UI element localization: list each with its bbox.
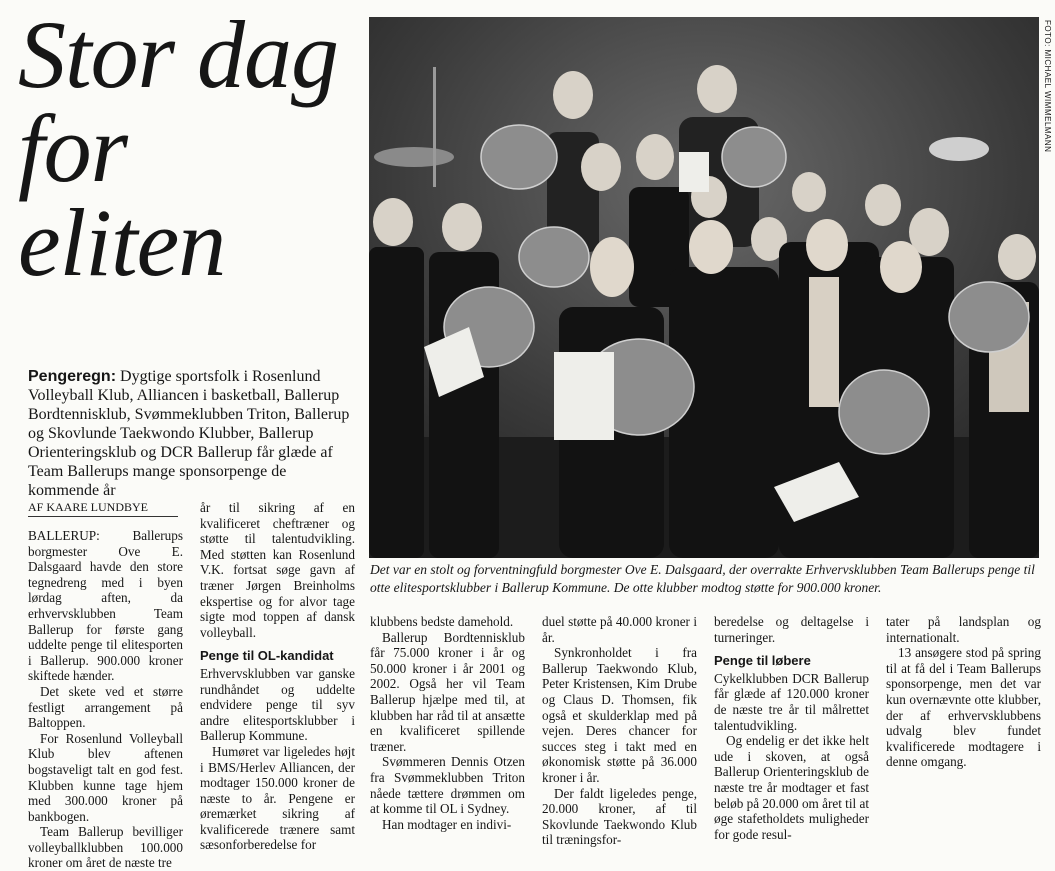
paragraph: tater på landsplan og internationalt.: [886, 614, 1041, 645]
paragraph: Team Ballerup bevilliger volleyballklubben 100.000 kroner om året de næste tre: [28, 824, 183, 871]
paragraph: Svømmeren Dennis Otzen fra Svømmeklubben Triton nåede tættere drømmen om at komme til OL i Sydney.: [370, 754, 525, 817]
group-photo: [369, 17, 1039, 558]
lead-paragraph: [28, 367, 353, 500]
paragraph: Ballerup Bordtennisklub får 75.000 kroner i år og 50.000 kroner i år 2001 og 2002. Også her vil Team Ballerup hjælpe med til, at klubben har råd til at ansætte en kvalificeret spillende træner.: [370, 629, 525, 754]
lead-text: Dygtige sportsfolk i Rosenlund Volleyball Klub, Alliancen i basketball, Ballerup Bordtennisklub, Svømmeklubben Triton, Ballerup og Skovlunde Taekwondo Klubber, Ballerup Orienteringsklub og DCR Ballerup får glæde af Team Ballerups mange sponsorpenge de kommende år: [28, 368, 350, 499]
paragraph: klubbens bedste damehold.: [370, 614, 514, 629]
column-2: [200, 500, 355, 853]
paragraph: Det skete ved et større festligt arrangement på Baltoppen.: [28, 683, 183, 731]
paragraph: Cykelklubben DCR Ballerup får glæde af 120.000 kroner de næste tre år til målrettet talentudvikling.: [714, 670, 869, 733]
paragraph: Humøret var ligeledes højt i BMS/Herlev Alliancen, der modtager 150.000 kroner de næste to år. Pengene er øremærket sikring af kvalificerede trænere samt sæsonforberedelse for: [200, 743, 355, 853]
photo-credit: FOTO: MICHAEL WIMMELMANN: [1043, 20, 1052, 153]
paragraph: 13 ansøgere stod på spring til at få del i Team Ballerups sponsorpenge, men det var kun overnævnte otte klubber, der af erhvervsklubbens udvalg blev fundet kvalificerede modtagere i denne omgang.: [886, 645, 1041, 770]
headline-line-1: Stor dag: [18, 1, 339, 108]
byline: AF KAARE LUNDBYE: [28, 500, 178, 517]
paragraph: For Rosenlund Volleyball Klub blev aftenen bogstaveligt talt en god fest. Klubben kunne tage hjem med 300.000 kroner på bankbogen.: [28, 730, 183, 824]
column-3: [370, 614, 525, 832]
paragraph: Der faldt ligeledes penge, 20.000 kroner, af til Skovlunde Taekwondo Klub til træningsfor-: [542, 785, 697, 848]
column-1: [28, 528, 183, 871]
photo-caption: Det var en stolt og forventningfuld borgmester Ove E. Dalsgaard, der overrakte Erhvervsklubben Team Ballerups penge til otte elitesportsklubber i Ballerup Kommune. De otte klubber modtog støtte for 900.000 kroner.: [370, 562, 1035, 595]
headline-line-3: eliten: [18, 189, 226, 296]
paragraph: Og endelig er det ikke helt ude i skoven, at også Ballerup Orienteringsklub de næste tre år modtager et fast beløb på 20.000 om året til at øge stafetholdets muligheder for gode resul-: [714, 733, 869, 842]
paragraph: Erhvervsklubben var ganske rundhåndet og uddelte endvidere penge til syv andre elitesportsklubber i Ballerup Kommune.: [200, 665, 355, 744]
column-4: [542, 614, 697, 848]
paragraph: år til sikring af en kvalificeret cheftræner og støtte til talentudvikling. Med støtten kan Rosenlund V.K. fortsat søge gavn af træner Jørgen Breinholms ekspertise og for alvor tage sigte mod toppen af dansk volleyball.: [200, 500, 355, 640]
column-6: [886, 614, 1041, 770]
lead-kicker: Pengeregn:: [28, 368, 117, 385]
paragraph: BALLERUP: Ballerups borgmester Ove E. Dalsgaard havde den store tegnedreng med i byen lørdag aften, da erhvervsklubben Team Ballerup for første gang uddelte penge til elitesporten i Ballerup. 900.000 kroner skiftede hænder.: [28, 528, 183, 684]
paragraph: Synkronholdet i fra Ballerup Taekwondo Klub, Peter Kristensen, Kim Drube og Claus D. Thomsen, fik også et skulderklap med på vejen. Deres chancer for succes steg i takt med en økonomisk støtte på 36.000 kroner i år.: [542, 645, 697, 785]
paragraph: Han modtager en indivi-: [382, 816, 512, 832]
headline: [18, 1, 363, 296]
column-5: [714, 614, 869, 842]
group-photo-image: [369, 17, 1039, 558]
paragraph: beredelse og deltagelse i turneringer.: [714, 614, 869, 645]
headline-line-2: for: [18, 95, 128, 202]
paragraph: duel støtte på 40.000 kroner i år.: [542, 614, 697, 645]
subheading-ol-kandidat: Penge til OL-kandidat: [200, 648, 334, 664]
subheading-loebere: Penge til løbere: [714, 653, 811, 669]
